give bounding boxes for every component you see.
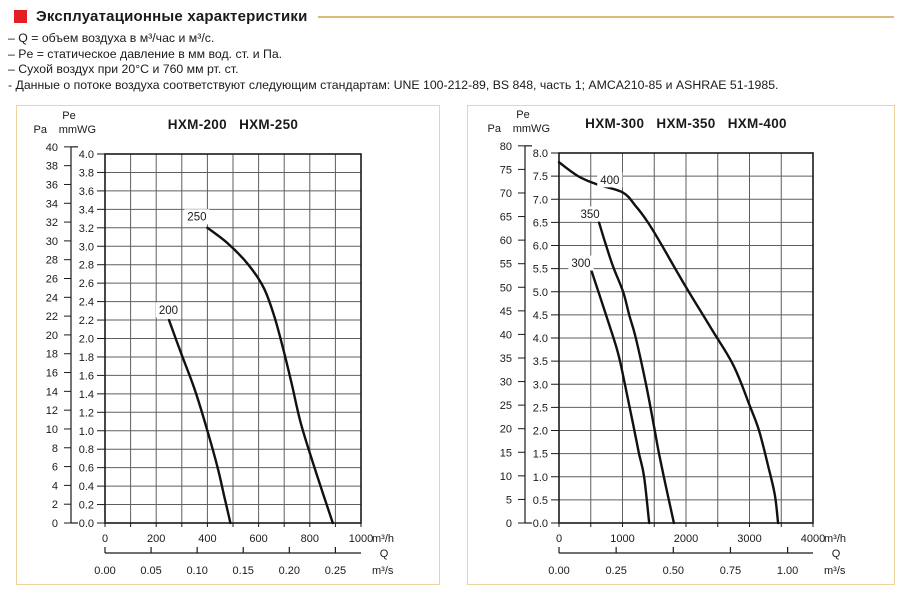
svg-text:8.0: 8.0 xyxy=(532,148,548,160)
svg-text:1.6: 1.6 xyxy=(78,370,94,383)
section-title: Эксплуатационные характеристики xyxy=(36,7,308,25)
svg-text:0.8: 0.8 xyxy=(78,444,94,457)
svg-text:250: 250 xyxy=(187,211,207,224)
svg-text:3.4: 3.4 xyxy=(78,204,94,217)
svg-text:22: 22 xyxy=(45,311,58,324)
svg-text:25: 25 xyxy=(499,400,512,413)
svg-text:2.8: 2.8 xyxy=(78,259,94,272)
header-rule xyxy=(318,16,894,18)
svg-text:20: 20 xyxy=(45,329,58,342)
svg-text:28: 28 xyxy=(45,254,58,267)
svg-text:35: 35 xyxy=(499,352,512,365)
y-axis-pa xyxy=(500,141,532,530)
svg-text:Pa: Pa xyxy=(33,124,47,136)
svg-text:1.0: 1.0 xyxy=(78,425,94,438)
svg-text:2.6: 2.6 xyxy=(78,278,94,291)
x-axis-m3h xyxy=(102,523,394,545)
red-square-bullet xyxy=(14,10,27,23)
x-axis-m3s xyxy=(548,547,846,577)
svg-text:20: 20 xyxy=(499,423,512,436)
note-line: - Данные о потоке воздуха соответствуют следующим стандартам: UNE 100-212-89, BS 848, часть 1; AMCA210-85 и ASHRAE 51-1985. xyxy=(8,77,779,92)
svg-text:0.50: 0.50 xyxy=(662,565,685,577)
svg-text:HXM-300 HXM-350 HXM-400: HXM-300 HXM-350 HXM-400 xyxy=(585,116,787,131)
svg-text:0.10: 0.10 xyxy=(186,565,208,577)
curve-label-hxm-200 xyxy=(156,302,181,317)
svg-text:12: 12 xyxy=(45,405,58,418)
svg-text:0.0: 0.0 xyxy=(78,518,94,530)
chart-title xyxy=(585,116,787,131)
svg-text:34: 34 xyxy=(45,198,58,211)
svg-text:0.4: 0.4 xyxy=(78,481,94,494)
svg-text:6: 6 xyxy=(51,461,58,474)
svg-text:0.5: 0.5 xyxy=(532,494,548,507)
svg-text:0.00: 0.00 xyxy=(94,565,116,577)
svg-text:0.0: 0.0 xyxy=(532,518,548,530)
chart-panel-hxm-200-250 xyxy=(16,105,440,585)
svg-text:16: 16 xyxy=(45,367,58,380)
svg-text:24: 24 xyxy=(45,292,58,305)
svg-text:3.0: 3.0 xyxy=(78,241,94,254)
svg-text:0.00: 0.00 xyxy=(548,565,570,577)
curve-label-hxm-350 xyxy=(578,207,603,222)
svg-text:600: 600 xyxy=(249,533,268,545)
svg-text:0.05: 0.05 xyxy=(140,565,162,577)
svg-text:14: 14 xyxy=(45,386,58,399)
svg-text:7.0: 7.0 xyxy=(532,194,548,207)
svg-text:2: 2 xyxy=(51,499,58,512)
svg-text:4: 4 xyxy=(51,480,58,493)
svg-text:300: 300 xyxy=(571,258,591,271)
svg-text:2.0: 2.0 xyxy=(78,333,94,346)
svg-text:0: 0 xyxy=(51,518,58,530)
y-axis-mmwg xyxy=(79,149,105,530)
svg-text:3.2: 3.2 xyxy=(78,222,94,235)
svg-text:3.8: 3.8 xyxy=(78,167,94,180)
svg-text:3.0: 3.0 xyxy=(532,379,548,392)
svg-text:200: 200 xyxy=(147,533,166,545)
svg-text:HXM-200 HXM-250: HXM-200 HXM-250 xyxy=(167,117,299,132)
svg-text:40: 40 xyxy=(45,141,58,154)
svg-text:1.8: 1.8 xyxy=(78,351,94,364)
svg-text:5: 5 xyxy=(505,494,512,507)
svg-text:65: 65 xyxy=(499,211,512,224)
svg-text:70: 70 xyxy=(499,187,512,200)
curve-hxm-350 xyxy=(599,222,674,523)
svg-text:800: 800 xyxy=(300,533,319,545)
svg-text:mmWG: mmWG xyxy=(58,124,96,136)
svg-text:32: 32 xyxy=(45,217,58,230)
svg-text:2.2: 2.2 xyxy=(78,315,94,328)
svg-text:2000: 2000 xyxy=(673,533,699,545)
svg-text:Pe: Pe xyxy=(516,109,530,121)
svg-text:m³/s: m³/s xyxy=(824,565,846,577)
svg-text:4000: 4000 xyxy=(800,533,826,545)
svg-text:Pe: Pe xyxy=(62,110,76,122)
svg-text:18: 18 xyxy=(45,348,58,361)
svg-text:1.4: 1.4 xyxy=(78,388,94,401)
svg-text:2.4: 2.4 xyxy=(78,296,94,309)
svg-text:m³/h: m³/h xyxy=(824,533,846,545)
svg-text:50: 50 xyxy=(499,282,512,295)
svg-text:1.0: 1.0 xyxy=(532,471,548,484)
svg-text:400: 400 xyxy=(600,174,620,187)
svg-text:38: 38 xyxy=(45,160,58,173)
svg-text:0: 0 xyxy=(505,518,512,530)
svg-text:400: 400 xyxy=(198,533,217,545)
svg-text:Q: Q xyxy=(379,548,389,560)
note-line: – Pe = статическое давление в мм вод. ст. и Па. xyxy=(8,46,283,61)
svg-text:2.0: 2.0 xyxy=(532,425,548,438)
svg-text:3000: 3000 xyxy=(737,533,762,545)
svg-text:5.0: 5.0 xyxy=(532,286,548,299)
chart-panel-hxm-300-350-400 xyxy=(467,105,895,585)
svg-text:26: 26 xyxy=(45,273,58,286)
y-axis-mmwg xyxy=(533,148,559,530)
svg-text:7.5: 7.5 xyxy=(532,171,548,184)
curve-hxm-200 xyxy=(169,320,230,523)
svg-text:m³/s: m³/s xyxy=(372,565,394,577)
note-line: – Сухой воздух при 20°C и 760 мм рт. ст. xyxy=(8,62,239,76)
svg-text:3.5: 3.5 xyxy=(532,356,548,369)
svg-text:10: 10 xyxy=(45,423,58,436)
svg-text:45: 45 xyxy=(499,305,512,318)
svg-text:36: 36 xyxy=(45,179,58,192)
curve-label-hxm-250 xyxy=(184,209,209,224)
svg-text:2.5: 2.5 xyxy=(532,402,548,415)
performance-chart-hxm-200-250 xyxy=(17,106,439,584)
svg-text:3.6: 3.6 xyxy=(78,185,94,198)
svg-text:55: 55 xyxy=(499,258,512,271)
svg-text:4.5: 4.5 xyxy=(532,309,548,322)
notes-list xyxy=(8,31,778,93)
curve-hxm-300 xyxy=(591,269,649,523)
svg-text:30: 30 xyxy=(499,376,512,389)
svg-text:0.25: 0.25 xyxy=(324,565,347,577)
svg-text:60: 60 xyxy=(499,235,512,248)
section-header xyxy=(14,6,894,26)
axis-header-labels xyxy=(488,109,550,135)
y-axis-pa xyxy=(46,142,78,530)
axis-header-labels xyxy=(34,110,96,136)
svg-text:0.20: 0.20 xyxy=(278,565,301,577)
svg-text:m³/h: m³/h xyxy=(372,533,394,545)
svg-text:15: 15 xyxy=(499,447,512,460)
svg-text:1000: 1000 xyxy=(348,533,374,545)
svg-text:200: 200 xyxy=(158,304,179,317)
svg-text:80: 80 xyxy=(499,140,512,153)
svg-text:6.0: 6.0 xyxy=(532,240,548,253)
svg-text:0.6: 0.6 xyxy=(78,462,94,475)
svg-text:350: 350 xyxy=(580,209,600,222)
performance-chart-hxm-300-350-400 xyxy=(468,106,894,584)
svg-text:5.5: 5.5 xyxy=(532,263,548,276)
x-axis-m3s xyxy=(94,547,394,577)
svg-text:75: 75 xyxy=(499,164,512,177)
x-axis-m3h xyxy=(556,523,846,545)
curve-label-hxm-300 xyxy=(568,256,593,271)
svg-text:6.5: 6.5 xyxy=(532,217,548,230)
svg-text:Q: Q xyxy=(831,548,841,560)
svg-text:1.5: 1.5 xyxy=(532,448,548,461)
gridlines xyxy=(105,154,361,523)
chart-title xyxy=(168,117,298,132)
svg-text:0.2: 0.2 xyxy=(78,499,94,512)
note-line: – Q = объем воздуха в м³/час и м³/с. xyxy=(8,31,215,45)
svg-text:0.25: 0.25 xyxy=(605,565,627,577)
svg-text:4.0: 4.0 xyxy=(78,149,94,161)
svg-text:1.00: 1.00 xyxy=(776,565,799,577)
svg-text:1.2: 1.2 xyxy=(78,407,94,420)
svg-text:0: 0 xyxy=(555,533,563,545)
svg-text:30: 30 xyxy=(45,235,58,248)
svg-text:8: 8 xyxy=(51,442,58,455)
svg-text:0.75: 0.75 xyxy=(719,565,742,577)
svg-text:40: 40 xyxy=(499,329,512,342)
svg-text:0: 0 xyxy=(101,533,109,545)
svg-text:Pa: Pa xyxy=(487,123,501,135)
svg-text:0.15: 0.15 xyxy=(232,565,254,577)
curve-label-hxm-400 xyxy=(597,172,622,187)
svg-text:mmWG: mmWG xyxy=(512,123,550,135)
svg-text:1000: 1000 xyxy=(610,533,635,545)
svg-text:10: 10 xyxy=(499,470,512,483)
svg-text:4.0: 4.0 xyxy=(532,333,548,345)
